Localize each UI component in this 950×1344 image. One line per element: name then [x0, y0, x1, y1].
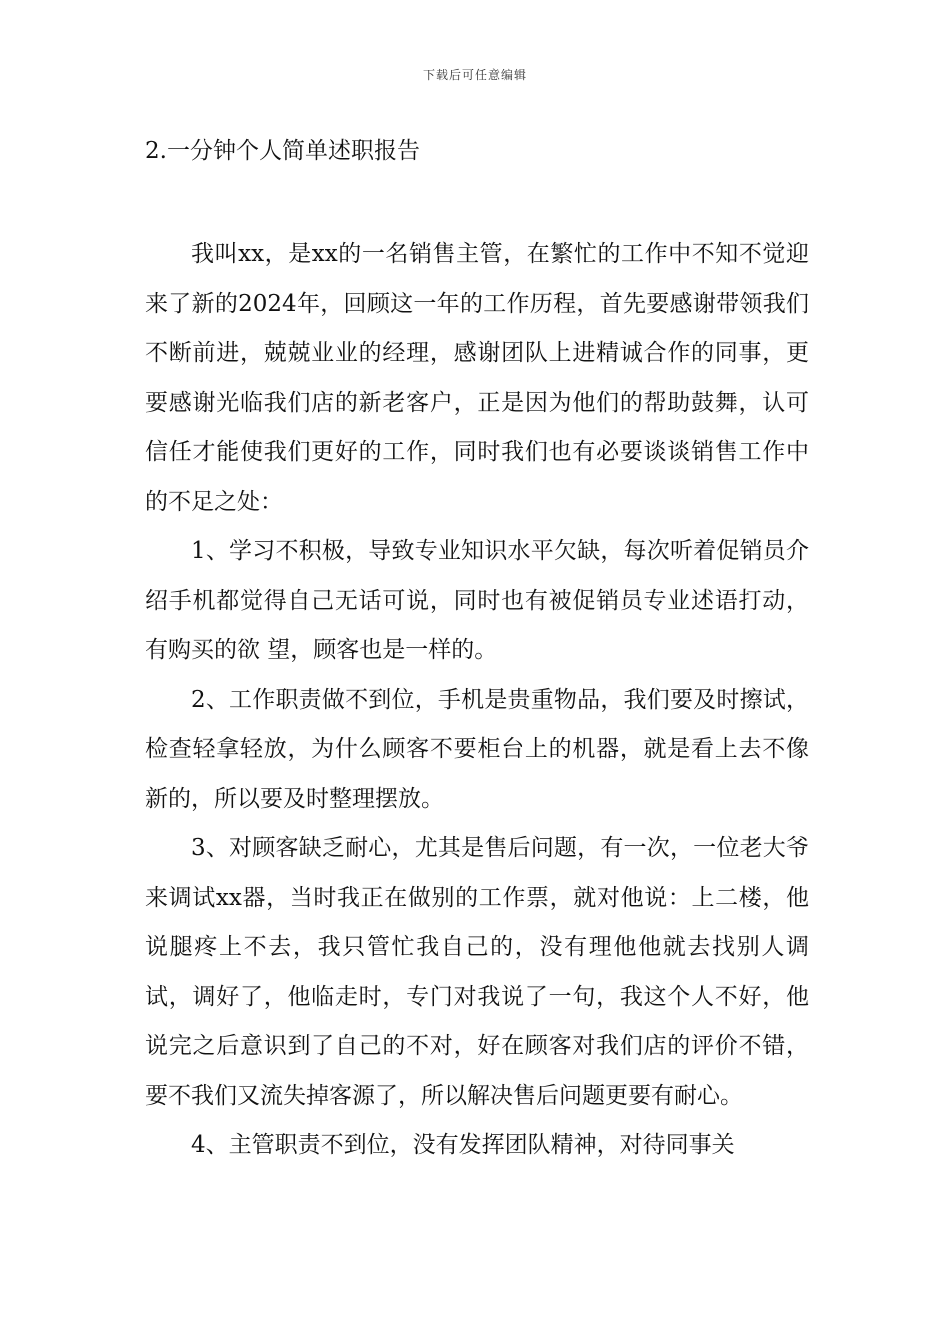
paragraph-intro: 我叫xx，是xx的一名销售主管，在繁忙的工作中不知不觉迎来了新的2024年，回顾这一年的工作历程，首先要感谢带领我们不断前进，兢兢业业的经理，感谢团队上进精诚合作的同事，更要感谢光临我们店的新老客户，正是因为他们的帮助鼓舞，认可信任才能使我们更好的工作，同时我们也有必要谈谈销售工作中的不足之处： — [145, 241, 809, 515]
document-body — [145, 230, 809, 1171]
paragraph-item-2: 2、工作职责做不到位，手机是贵重物品，我们要及时擦试，检查轻拿轻放，为什么顾客不要柜台上的机器，就是看上去不像新的，所以要及时整理摆放。 — [145, 686, 809, 812]
paragraph-item-3: 3、对顾客缺乏耐心，尤其是售后问题，有一次，一位老大爷来调试xx器，当时我正在做别的工作票，就对他说：上二楼，他说腿疼上不去，我只管忙我自己的，没有理他他就去找别人调试，调好了，他临走时，专门对我说了一句，我这个人不好，他说完之后意识到了自己的不对，好在顾客对我们店的评价不错，要不我们又流失掉客源了，所以解决售后问题更要有耐心。 — [145, 835, 809, 1109]
page-header-note: 下载后可任意编辑 — [422, 68, 527, 82]
paragraph-item-1: 1、学习不积极，导致专业知识水平欠缺，每次听着促销员介绍手机都觉得自己无话可说，同时也有被促销员专业述语打动，有购买的欲 望，顾客也是一样的。 — [145, 538, 809, 663]
paragraph-item-4: 4、主管职责不到位，没有发挥团队精神，对待同事关 — [191, 1132, 735, 1158]
document-title: 2.一分钟个人简单述职报告 — [145, 138, 420, 164]
